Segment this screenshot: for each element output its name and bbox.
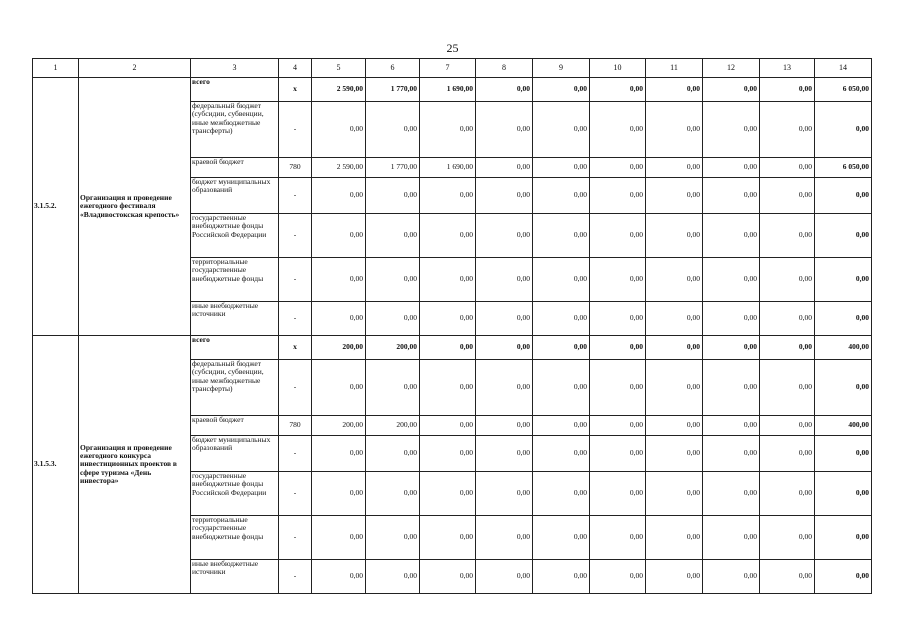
year-value: 0,00: [646, 258, 703, 302]
funding-source: иные внебюджетные источники: [191, 302, 279, 336]
year-value: 0,00: [533, 560, 590, 594]
grbs-code: -: [279, 516, 312, 560]
year-value: 0,00: [646, 102, 703, 158]
year-value: 0,00: [646, 302, 703, 336]
year-value: 0,00: [590, 416, 646, 436]
year-value: 0,00: [646, 472, 703, 516]
year-value: 0,00: [420, 560, 476, 594]
year-value: 0,00: [476, 214, 533, 258]
year-value: 0,00: [760, 102, 815, 158]
year-value: 0,00: [590, 158, 646, 178]
year-value: 0,00: [420, 416, 476, 436]
year-value: 0,00: [533, 102, 590, 158]
header-col-11: 11: [646, 59, 703, 78]
year-value: 200,00: [366, 336, 420, 360]
year-value: 0,00: [533, 336, 590, 360]
year-value: 0,00: [760, 214, 815, 258]
year-value: 0,00: [476, 560, 533, 594]
header-col-7: 7: [420, 59, 476, 78]
year-value: 0,00: [366, 102, 420, 158]
funding-source: краевой бюджет: [191, 416, 279, 436]
grbs-code: -: [279, 472, 312, 516]
grbs-code: -: [279, 258, 312, 302]
year-value: 0,00: [646, 158, 703, 178]
year-value: 0,00: [590, 360, 646, 416]
header-col-8: 8: [476, 59, 533, 78]
year-value: 0,00: [312, 102, 366, 158]
total-value: 0,00: [815, 360, 872, 416]
year-value: 0,00: [312, 214, 366, 258]
funding-source: федеральный бюджет (субсидии, субвенции, иные межбюджетные трансферты): [191, 102, 279, 158]
funding-source: государственные внебюджетные фонды Российской Федерации: [191, 214, 279, 258]
year-value: 0,00: [420, 102, 476, 158]
year-value: 0,00: [476, 158, 533, 178]
year-value: 0,00: [312, 560, 366, 594]
total-value: 0,00: [815, 302, 872, 336]
table-row-total: [33, 78, 872, 102]
year-value: 0,00: [703, 158, 760, 178]
total-value: 0,00: [815, 516, 872, 560]
year-value: 0,00: [366, 258, 420, 302]
total-value: 6 050,00: [815, 78, 872, 102]
grbs-code: x: [279, 336, 312, 360]
year-value: 0,00: [760, 360, 815, 416]
header-col-13: 13: [760, 59, 815, 78]
year-value: 0,00: [533, 214, 590, 258]
year-value: 0,00: [476, 360, 533, 416]
header-col-14: 14: [815, 59, 872, 78]
year-value: 0,00: [420, 436, 476, 472]
year-value: 0,00: [312, 436, 366, 472]
year-value: 0,00: [590, 472, 646, 516]
year-value: 0,00: [476, 302, 533, 336]
year-value: 0,00: [760, 78, 815, 102]
year-value: 0,00: [476, 258, 533, 302]
year-value: 0,00: [476, 436, 533, 472]
year-value: 0,00: [760, 178, 815, 214]
header-col-12: 12: [703, 59, 760, 78]
funding-source: краевой бюджет: [191, 158, 279, 178]
year-value: 0,00: [703, 214, 760, 258]
header-col-10: 10: [590, 59, 646, 78]
year-value: 0,00: [476, 336, 533, 360]
year-value: 0,00: [646, 516, 703, 560]
year-value: 0,00: [760, 336, 815, 360]
year-value: 0,00: [703, 178, 760, 214]
grbs-code: 780: [279, 416, 312, 436]
year-value: 0,00: [590, 178, 646, 214]
total-value: 0,00: [815, 102, 872, 158]
year-value: 0,00: [312, 360, 366, 416]
year-value: 0,00: [420, 516, 476, 560]
year-value: 0,00: [420, 258, 476, 302]
year-value: 0,00: [646, 560, 703, 594]
year-value: 0,00: [476, 78, 533, 102]
funding-source: иные внебюджетные источники: [191, 560, 279, 594]
header-row: [33, 59, 872, 78]
header-col-6: 6: [366, 59, 420, 78]
year-value: 0,00: [760, 416, 815, 436]
year-value: 0,00: [533, 516, 590, 560]
grbs-code: -: [279, 302, 312, 336]
header-col-2: 2: [79, 59, 191, 78]
year-value: 0,00: [703, 360, 760, 416]
budget-table: [32, 58, 872, 594]
year-value: 0,00: [366, 214, 420, 258]
table-row-total: [33, 336, 872, 360]
year-value: 0,00: [646, 78, 703, 102]
year-value: 0,00: [533, 360, 590, 416]
year-value: 0,00: [646, 436, 703, 472]
year-value: 0,00: [760, 436, 815, 472]
year-value: 0,00: [366, 302, 420, 336]
year-value: 0,00: [312, 258, 366, 302]
year-value: 0,00: [646, 214, 703, 258]
year-value: 1 690,00: [420, 78, 476, 102]
year-value: 0,00: [760, 258, 815, 302]
year-value: 0,00: [312, 472, 366, 516]
total-value: 6 050,00: [815, 158, 872, 178]
year-value: 0,00: [312, 178, 366, 214]
item-name: Организация и проведение ежегодного фестиваля «Владивостокская крепость»: [79, 78, 191, 336]
year-value: 0,00: [533, 416, 590, 436]
year-value: 0,00: [366, 178, 420, 214]
year-value: 0,00: [476, 472, 533, 516]
total-value: 0,00: [815, 178, 872, 214]
grbs-code: -: [279, 560, 312, 594]
year-value: 0,00: [420, 302, 476, 336]
year-value: 0,00: [590, 258, 646, 302]
total-value: 0,00: [815, 214, 872, 258]
year-value: 0,00: [366, 360, 420, 416]
year-value: 0,00: [646, 178, 703, 214]
grbs-code: x: [279, 78, 312, 102]
year-value: 0,00: [366, 560, 420, 594]
header-col-4: 4: [279, 59, 312, 78]
year-value: 200,00: [366, 416, 420, 436]
year-value: 0,00: [366, 516, 420, 560]
header-col-3: 3: [191, 59, 279, 78]
total-value: 0,00: [815, 472, 872, 516]
year-value: 200,00: [312, 336, 366, 360]
year-value: 0,00: [760, 302, 815, 336]
year-value: 2 590,00: [312, 158, 366, 178]
year-value: 0,00: [703, 102, 760, 158]
funding-source: федеральный бюджет (субсидии, субвенции, иные межбюджетные трансферты): [191, 360, 279, 416]
year-value: 0,00: [590, 78, 646, 102]
year-value: 0,00: [646, 336, 703, 360]
year-value: 0,00: [646, 360, 703, 416]
item-code: 3.1.5.3.: [33, 336, 79, 594]
year-value: 0,00: [533, 78, 590, 102]
header-col-9: 9: [533, 59, 590, 78]
funding-source: государственные внебюджетные фонды Российской Федерации: [191, 472, 279, 516]
year-value: 0,00: [533, 158, 590, 178]
year-value: 0,00: [420, 214, 476, 258]
total-value: 400,00: [815, 336, 872, 360]
year-value: 0,00: [366, 472, 420, 516]
year-value: 0,00: [646, 416, 703, 436]
grbs-code: -: [279, 214, 312, 258]
grbs-code: -: [279, 178, 312, 214]
year-value: 0,00: [703, 258, 760, 302]
total-value: 0,00: [815, 560, 872, 594]
year-value: 2 590,00: [312, 78, 366, 102]
year-value: 0,00: [476, 102, 533, 158]
year-value: 0,00: [760, 158, 815, 178]
year-value: 0,00: [703, 516, 760, 560]
year-value: 0,00: [703, 436, 760, 472]
year-value: 0,00: [590, 560, 646, 594]
total-value: 400,00: [815, 416, 872, 436]
year-value: 0,00: [366, 436, 420, 472]
year-value: 0,00: [312, 302, 366, 336]
year-value: 0,00: [420, 178, 476, 214]
funding-source: всего: [191, 336, 279, 360]
total-value: 0,00: [815, 436, 872, 472]
year-value: 0,00: [590, 102, 646, 158]
year-value: 0,00: [533, 302, 590, 336]
year-value: 1 690,00: [420, 158, 476, 178]
funding-source: бюджет муниципальных образований: [191, 436, 279, 472]
year-value: 1 770,00: [366, 158, 420, 178]
grbs-code: 780: [279, 158, 312, 178]
year-value: 0,00: [420, 336, 476, 360]
grbs-code: -: [279, 360, 312, 416]
item-name: Организация и проведение ежегодного конкурса инвестиционных проектов в сфере туризма «День инвестора»: [79, 336, 191, 594]
year-value: 0,00: [703, 560, 760, 594]
year-value: 0,00: [590, 336, 646, 360]
year-value: 0,00: [533, 436, 590, 472]
header-col-1: 1: [33, 59, 79, 78]
year-value: 0,00: [476, 516, 533, 560]
year-value: 0,00: [590, 516, 646, 560]
year-value: 0,00: [590, 302, 646, 336]
year-value: 0,00: [312, 516, 366, 560]
year-value: 0,00: [703, 416, 760, 436]
year-value: 0,00: [590, 436, 646, 472]
funding-source: бюджет муниципальных образований: [191, 178, 279, 214]
total-value: 0,00: [815, 258, 872, 302]
year-value: 0,00: [703, 302, 760, 336]
funding-source: территориальные государственные внебюджетные фонды: [191, 516, 279, 560]
year-value: 1 770,00: [366, 78, 420, 102]
grbs-code: -: [279, 436, 312, 472]
page-number: 25: [446, 41, 459, 55]
year-value: 0,00: [420, 360, 476, 416]
year-value: 200,00: [312, 416, 366, 436]
funding-source: территориальные государственные внебюджетные фонды: [191, 258, 279, 302]
header-col-5: 5: [312, 59, 366, 78]
year-value: 0,00: [760, 516, 815, 560]
item-code: 3.1.5.2.: [33, 78, 79, 336]
year-value: 0,00: [760, 560, 815, 594]
year-value: 0,00: [760, 472, 815, 516]
year-value: 0,00: [420, 472, 476, 516]
year-value: 0,00: [476, 178, 533, 214]
funding-source: всего: [191, 78, 279, 102]
grbs-code: -: [279, 102, 312, 158]
year-value: 0,00: [533, 472, 590, 516]
year-value: 0,00: [590, 214, 646, 258]
year-value: 0,00: [703, 472, 760, 516]
year-value: 0,00: [703, 336, 760, 360]
year-value: 0,00: [476, 416, 533, 436]
year-value: 0,00: [533, 258, 590, 302]
year-value: 0,00: [703, 78, 760, 102]
year-value: 0,00: [533, 178, 590, 214]
